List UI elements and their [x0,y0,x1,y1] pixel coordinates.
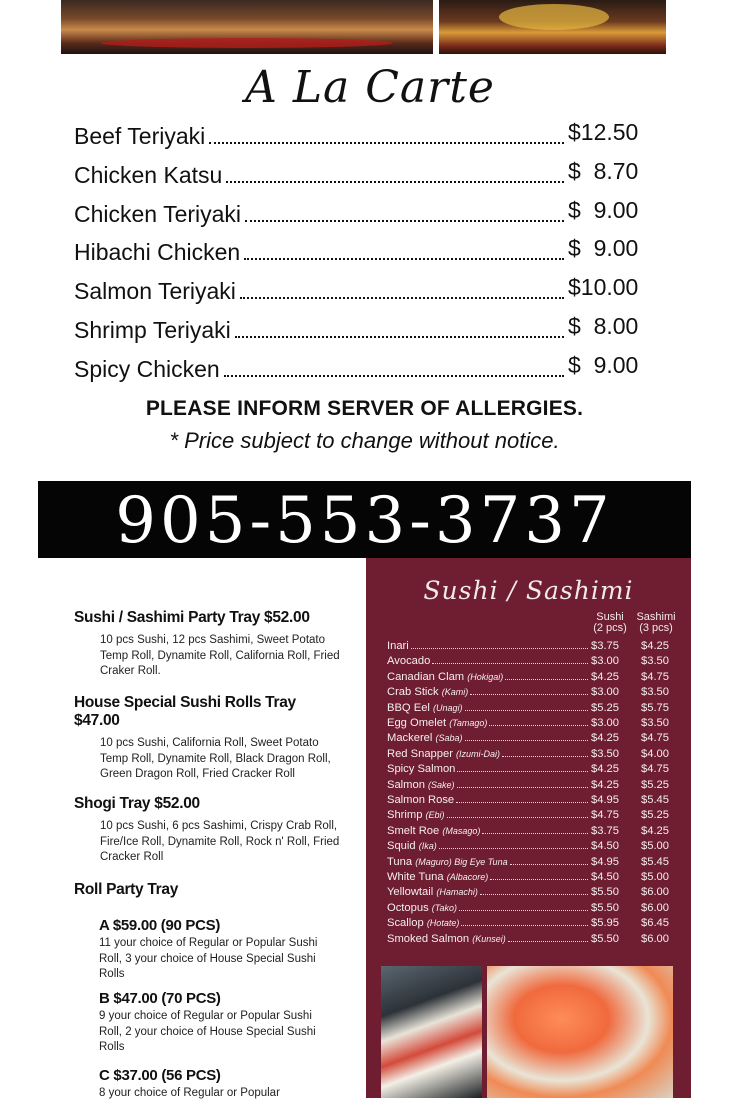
sashimi-price: $5.45 [641,855,669,868]
sushi-name: Octopus (Tako) [387,901,457,914]
leader-dots [447,817,588,818]
item-name: Spicy Chicken [74,355,220,382]
sushi-item [387,776,677,791]
sushi-price: $5.50 [591,886,619,899]
leader-dots [470,694,588,695]
option-title: A $59.00 (90 PCS) [99,917,221,934]
sushi-price: $5.95 [591,917,619,930]
sashimi-price: $5.45 [641,794,669,806]
menu-item [74,273,640,305]
leader-dots [461,925,588,926]
sushi-name: Inari [387,640,409,652]
sushi-item [387,806,677,821]
item-price: $10.00 [568,274,639,301]
sashimi-price: $6.00 [641,901,669,914]
leader-dots [240,297,564,299]
sushi-item [387,760,677,775]
sushi-name: Scallop (Hotate) [387,917,460,930]
sushi-price: $5.50 [591,901,619,914]
sushi-item [387,729,677,744]
a-la-carte-title: A La Carte [245,62,495,113]
sushi-item [387,652,677,667]
food-photo-unagi [61,0,433,54]
leader-dots [510,864,588,865]
sashimi-price: $4.00 [641,747,669,760]
sushi-item [387,883,677,898]
leader-dots [490,879,588,880]
roll-party-option [99,1067,329,1102]
roll-party-title: Roll Party Tray [74,881,179,898]
leader-dots [432,663,588,664]
tray-description: 10 pcs Sushi, California Roll, Sweet Potato Temp Roll, Dynamite Roll, Black Dragon Roll, Green Dragon Roll, Fried Cracker Roll [100,737,331,780]
sushi-price: $3.00 [591,655,619,668]
sushi-platter-photo [381,966,482,1098]
item-price: $12.50 [568,119,639,145]
sashimi-price: $5.00 [641,840,669,853]
sashimi-price: $5.25 [641,809,669,822]
menu-item [74,312,640,344]
tray-title: Shogi Tray $52.00 [74,795,200,812]
sushi-name: Egg Omelet (Tamago) [387,717,488,729]
sushi-price: $4.95 [591,855,619,868]
sushi-price: $5.25 [591,701,619,714]
sushi-item [387,791,677,806]
col-label: Sushi [596,611,624,623]
column-header-sashimi [632,612,680,634]
leader-dots [439,848,588,849]
sushi-price: $4.25 [591,763,619,776]
tray-item [74,609,344,680]
tray-title: House Special Sushi Rolls Tray $47.00 [74,694,296,729]
sushi-price: $4.25 [591,670,619,683]
sashimi-price: $3.50 [641,717,669,729]
sushi-name: Spicy Salmon [387,763,456,776]
leader-dots [508,941,588,942]
leader-dots [457,787,588,788]
option-title: B $47.00 (70 PCS) [99,990,221,1007]
sushi-price: $4.95 [591,794,619,806]
sushi-price: $4.25 [591,778,619,791]
sushi-sashimi-title: Sushi / Sashimi [423,576,634,605]
sushi-name: BBQ Eel (Unagi) [387,701,463,714]
sushi-item [387,637,677,652]
sashimi-price: $4.25 [641,640,669,652]
leader-dots [459,910,588,911]
item-price: $ 8.70 [568,157,639,184]
leader-dots [465,710,588,711]
sushi-name: Crab Stick (Kami) [387,686,469,699]
item-price: $ 9.00 [568,235,639,262]
item-name: Beef Teriyaki [74,123,206,149]
leader-dots [505,679,588,680]
sushi-name: Squid (Ika) [387,840,437,853]
allergy-note: PLEASE INFORM SERVER OF ALLERGIES. [145,397,584,420]
food-photo-bowl [439,0,666,54]
leader-dots [209,142,564,144]
sushi-item [387,745,677,760]
sushi-name: White Tuna (Albacore) [387,871,489,883]
sushi-item [387,914,677,929]
phone-number[interactable]: 905-553-3737 [115,484,614,558]
item-name: Hibachi Chicken [74,239,241,266]
sashimi-price: $4.75 [641,732,669,745]
leader-dots [465,740,588,741]
price-notice: * Price subject to change without notice. [169,428,560,453]
item-name: Salmon Teriyaki [74,278,236,305]
sashimi-price: $4.75 [641,763,669,776]
leader-dots [244,258,564,260]
menu-item [74,196,640,228]
leader-dots [245,220,564,222]
item-price: $ 8.00 [568,313,639,339]
col-sublabel: (3 pcs) [639,622,673,634]
sushi-price: $4.75 [591,809,619,822]
leader-dots [457,771,588,772]
col-sublabel: (2 pcs) [593,622,627,634]
sushi-item [387,714,677,729]
tray-description: 10 pcs Sushi, 6 pcs Sashimi, Crispy Crab Roll, Fire/Ice Roll, Dynamite Roll, Rock n' Roll, Fried Cracker Roll [100,820,340,863]
leader-dots [411,648,588,649]
col-label: Sashimi [636,611,676,623]
sushi-price: $3.00 [591,686,619,699]
item-name: Chicken Teriyaki [74,200,242,227]
menu-item [74,234,640,266]
tray-item [74,694,344,783]
leader-dots [226,181,564,183]
sushi-name: Shrimp (Ebi) [387,809,445,822]
option-description: 9 your choice of Regular or Popular Sushi Roll, 2 your choice of House Special Sushi Rolls [99,1010,316,1053]
leader-dots [235,336,564,338]
roll-party-option [99,917,329,983]
item-name: Chicken Katsu [74,161,223,188]
sashimi-price: $6.00 [641,932,669,945]
item-price: $ 9.00 [568,351,639,378]
sushi-price: $3.50 [591,747,619,760]
menu-item [74,157,640,189]
sushi-item [387,837,677,852]
roll-party-option [99,990,329,1056]
sashimi-price: $5.25 [641,778,669,791]
menu-item [74,351,640,383]
menu-item [74,118,640,150]
sushi-item [387,822,677,837]
sashimi-price: $4.75 [641,670,669,683]
sushi-price: $3.75 [591,640,619,652]
tray-item [74,795,344,866]
sashimi-price: $5.75 [641,701,669,714]
sashimi-price: $4.25 [641,824,669,837]
sushi-sashimi-panel [366,558,691,1098]
sashimi-price: $3.50 [641,655,669,668]
sushi-name: Yellowtail (Hamachi) [387,886,478,899]
sushi-name: Red Snapper (Izumi-Dai) [387,747,501,760]
tray-description: 10 pcs Sushi, 12 pcs Sashimi, Sweet Potato Temp Roll, Dynamite Roll, California Roll, Fried Craker Roll. [100,634,340,677]
sushi-item [387,668,677,683]
sashimi-price: $6.00 [641,886,669,899]
sushi-item [387,930,677,945]
sushi-item [387,699,677,714]
item-price: $ 9.00 [568,196,639,223]
sashimi-price: $3.50 [641,686,669,699]
sushi-name: Salmon Rose [387,794,455,806]
sushi-name: Smoked Salmon (Kunsei) [387,932,506,945]
option-description: 8 your choice of Regular or Popular [99,1087,280,1099]
column-header-sushi [590,612,630,634]
sushi-price: $4.50 [591,840,619,853]
phone-banner [38,481,691,558]
sushi-price: $3.00 [591,717,619,729]
sushi-name: Mackerel (Saba) [387,732,463,745]
sushi-name: Avocado [387,655,431,668]
sushi-item [387,853,677,868]
sushi-price: $5.50 [591,932,619,945]
option-title: C $37.00 (56 PCS) [99,1067,221,1084]
leader-dots [489,725,588,726]
sushi-price: $4.25 [591,732,619,745]
sushi-item [387,868,677,883]
sushi-item [387,899,677,914]
leader-dots [482,833,588,834]
sashimi-platter-photo [487,966,673,1098]
leader-dots [224,375,564,377]
sushi-name: Salmon (Sake) [387,778,455,791]
item-name: Shrimp Teriyaki [74,317,231,343]
sushi-price: $3.75 [591,824,619,837]
tray-title: Sushi / Sashimi Party Tray $52.00 [74,609,310,626]
sashimi-price: $5.00 [641,871,669,883]
option-description: 11 your choice of Regular or Popular Sushi Roll, 3 your choice of House Special Sushi Rolls [99,937,318,980]
sushi-name: Canadian Clam (Hokigai) [387,670,504,683]
leader-dots [502,756,588,757]
leader-dots [480,894,588,895]
sushi-item [387,683,677,698]
leader-dots [456,802,588,803]
sushi-price: $4.50 [591,871,619,883]
sushi-name: Smelt Roe (Masago) [387,824,481,837]
sashimi-price: $6.45 [641,917,669,930]
roll-party-tray [74,881,344,899]
sushi-name: Tuna (Maguro) Big Eye Tuna [387,855,508,868]
